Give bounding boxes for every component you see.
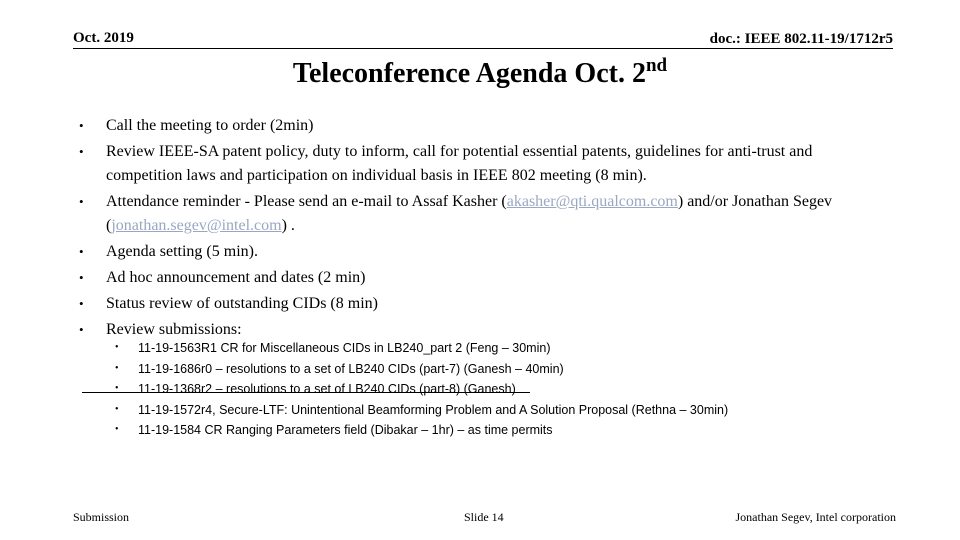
- agenda-item: • Status review of outstanding CIDs (8 min): [79, 292, 889, 316]
- agenda-list: [79, 114, 889, 344]
- agenda-item: • Agenda setting (5 min).: [79, 240, 889, 264]
- slide-title-superscript: nd: [645, 55, 668, 76]
- agenda-item: • Review submissions:: [79, 318, 889, 342]
- header-rule: [73, 48, 893, 49]
- footer-submission: Submission: [73, 510, 130, 524]
- submission-item: • 11-19-1584 CR Ranging Parameters field (Dibakar – 1hr) – as time permits: [114, 420, 814, 441]
- strikethrough-line: [82, 392, 530, 393]
- agenda-item: • Ad hoc announcement and dates (2 min): [79, 266, 889, 290]
- header-date: Oct. 2019: [73, 30, 134, 46]
- submission-item: • 11-19-1572r4, Secure-LTF: Unintentional Beamforming Problem and A Solution Proposal (Rethna – 30min): [114, 400, 814, 421]
- slide-title-text: Teleconference Agenda Oct. 2: [292, 58, 646, 89]
- submission-item: • 11-19-1563R1 CR for Miscellaneous CIDs in LB240_part 2 (Feng – 30min): [114, 338, 814, 359]
- submissions-list: [114, 338, 814, 441]
- agenda-item: • Call the meeting to order (2min): [79, 114, 889, 138]
- submission-item: • 11-19-1686r0 – resolutions to a set of LB240 CIDs (part-7) (Ganesh – 40min): [114, 359, 814, 380]
- agenda-item: • Review IEEE-SA patent policy, duty to inform, call for potential essential patents, guidelines for anti-trust and competition laws and participation on individual basis in IEEE 802 meeting (8 min).: [79, 140, 889, 188]
- agenda-item-text: ) and/or Jonathan Segev (: [106, 193, 833, 234]
- agenda-item: [79, 190, 889, 238]
- submission-item: • 11-19-1368r2 – resolutions to a set of LB240 CIDs (part-8) (Ganesh): [114, 379, 814, 400]
- email-link-jonathan[interactable]: jonathan.segev@intel.com: [111, 217, 282, 234]
- footer-author: Jonathan Segev, Intel corporation: [735, 510, 896, 524]
- agenda-item-text: ) .: [281, 217, 295, 234]
- slide-title: [0, 55, 960, 90]
- footer-slide-number: Slide 14: [464, 510, 504, 524]
- email-link-assaf[interactable]: akasher@qti.qualcom.com: [506, 193, 678, 210]
- header-doc-number: doc.: IEEE 802.11-19/1712r5: [709, 31, 893, 47]
- agenda-item-text: Attendance reminder - Please send an e-mail to Assaf Kasher (: [106, 193, 507, 210]
